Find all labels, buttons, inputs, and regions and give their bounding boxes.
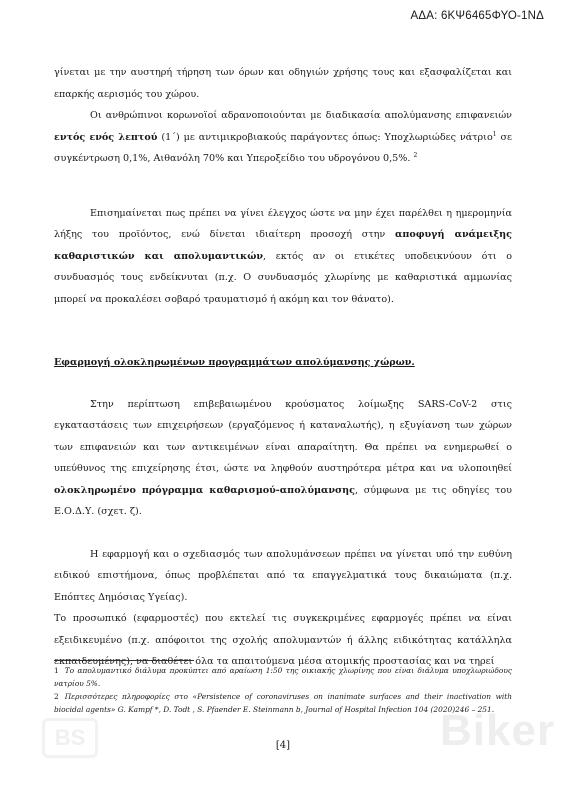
watermark-text: Biker bbox=[440, 706, 556, 755]
paragraph-6: Το προσωπικό (εφαρμοστές) που εκτελεί τις συγκεκριμένες εφαρμογές πρέπει να είναι εξειδικευμένο (π.χ. απόφοιτοι της σχολής απολυμαντών ή άλλης ειδικότητας κατάλληλα εκπαιδευμένης), να διαθέτει όλα τα απαιτούμενα μέσα ατομικής προστασίας και να τηρεί bbox=[54, 613, 512, 667]
paragraph-3-text-a: Επισημαίνεται πως πρέπει να γίνει έλεγχος ώστε να μην έχει παρέλθει η ημερομηνία λήξης του προϊόντος, ενώ δίνεται ιδιαίτερη προσοχή στην bbox=[54, 207, 512, 240]
paragraph-4-text-a: Στην περίπτωση επιβεβαιωμένου κρούσματος λοίμωξης SARS-CoV-2 στις εγκαταστάσεις των επιχειρήσεων (εργαζόμενος ή καταναλωτής), η εξυγίανση των χώρων των επιφανειών και των αντικειμένων είναι απαραίτητη. Θα πρέπει να ενημερωθεί ο υπεύθυνος της επιχείρησης έτσι, ώστε να ληφθούν αυστηρότερα μέτρα και να υλοποιηθεί bbox=[54, 398, 512, 474]
paragraph-3 bbox=[54, 203, 512, 311]
footnote-number: 1 bbox=[54, 666, 59, 675]
paragraph-4 bbox=[54, 394, 512, 523]
footnote-text: Το απολυμαντικό διάλυμα προκύπτει από αραίωση 1:50 της οικιακής χλωρίνης που είναι διάλυμα υποχλωριώδους νατρίου 5%. bbox=[54, 666, 512, 688]
paragraph-2-bold: εντός ενός λεπτού bbox=[54, 131, 158, 143]
paragraph-2-text-c: σε συγκέντρωση 0,1%, Αιθανόλη 70% και Υπεροξείδιο του υδρογόνου 0,5%. bbox=[54, 131, 512, 164]
footnote-divider bbox=[54, 660, 194, 661]
section-heading: Εφαρμογή ολοκληρωμένων προγραμμάτων απολύμανσης χώρων. bbox=[54, 357, 415, 368]
paragraph-1: γίνεται με την αυστηρή τήρηση των όρων και οδηγιών χρήσης τους και εξασφαλίζεται και επαρκής αερισμός του χώρου. bbox=[54, 67, 512, 100]
footnote-text: Περισσότερες πληροφορίες στο «Persistence of coronaviruses on inanimate surfaces and their inactivation with biocidal agents» G. Kampf *, D. Todt , S. Pfaender E. Steinmann b, Journal of Hospital Infection 104 (2020)246 – 251. bbox=[54, 692, 512, 714]
page-number: [4] bbox=[275, 740, 291, 751]
paragraph-2 bbox=[54, 105, 512, 170]
paragraph-3-bold: αποφυγή ανάμειξης καθαριστικών και απολυμαντικών bbox=[54, 229, 512, 262]
footnote-ref-1[interactable]: 1 bbox=[492, 130, 497, 138]
paragraph-2-text-a: Οι ανθρώπινοι κορωνοϊοί αδρανοποιούνται με διαδικασία απολύμανσης επιφανειών bbox=[90, 110, 512, 121]
paragraph-4-bold: ολοκληρωμένο πρόγραμμα καθαρισμού-απολύμανσης bbox=[54, 484, 355, 496]
watermark-logo: BS bbox=[42, 718, 98, 758]
ada-identifier: ΑΔΑ: 6ΚΨ6465ΦΥΟ-1ΝΔ bbox=[410, 10, 544, 22]
document-body bbox=[54, 62, 512, 673]
footnote-1 bbox=[54, 664, 512, 690]
paragraph-3-text-b: , εκτός αν οι ετικέτες υποδεικνύουν ότι ο συνδυασμός τους ενδείκνυται (π.χ. Ο συνδυασμός χλωρίνης με καθαριστικά αμμωνίας μπορεί να προκαλέσει σοβαρό τραυματισμό ή ακόμη και τον θάνατο). bbox=[54, 250, 512, 305]
footnote-number: 2 bbox=[54, 692, 59, 701]
paragraph-4-text-b: , σύμφωνα με τις οδηγίες του Ε.Ο.Δ.Υ. (σχετ. ζ). bbox=[54, 484, 512, 517]
paragraph-5: Η εφαρμογή και ο σχεδιασμός των απολυμάνσεων πρέπει να γίνεται υπό την ευθύνη ειδικού επιστήμονα, όπως προβλέπεται από τα επαγγελματικά τους δικαιώματα (π.χ. Επόπτες Δημόσιας Υγείας). bbox=[54, 548, 512, 603]
footnote-ref-2[interactable]: 2 bbox=[413, 151, 418, 159]
paragraph-2-text-b: (1΄) με αντιμικροβιακούς παράγοντες όπως: Υποχλωριώδες νάτριο bbox=[157, 131, 493, 143]
